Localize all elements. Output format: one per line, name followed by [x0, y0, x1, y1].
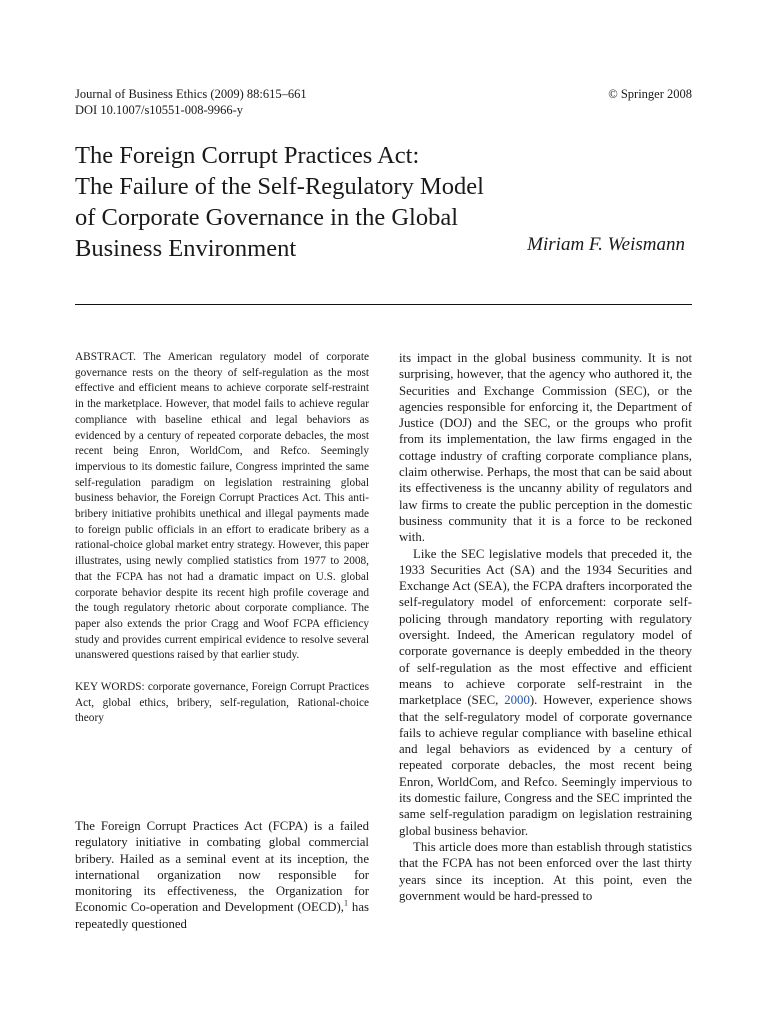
body-text-continued: ). However, experience shows that the self-regulatory model of corporate governance fails to achieve regular compliance with baseline ethical and legal behaviors as evidenced by a century of repeated corporate debacles, the most recent being Enron, WorldCom, and Refco. Seemingly impervious to its domestic failure, Congress and the SEC imprinted the same self-regulation paradigm on legislation restraining global business behavior. [399, 693, 692, 838]
left-column [75, 350, 370, 931]
doi-line: DOI 10.1007/s10551-008-9966-y [75, 103, 244, 117]
body-paragraph-1: its impact in the global business community. It is not surprising, however, that the agency who authored it, the Securities and Exchange Commission (SEC), or the agencies responsible for enforcing it, the Department of Justice (DOJ) and the SEC, or the groups who profit from its implementation, the law firms engaged in the cottage industry of crafting corporate compliance plans, claim otherwise. Perhaps, the most that can be said about its effectiveness is the uncanny ability of regulators and law firms to create the public perception in the domestic business community that it is a force to be reckoned with. [399, 351, 692, 545]
keywords [75, 680, 369, 727]
article-title [75, 140, 545, 264]
body-text: Like the SEC legislative models that preceded it, the 1933 Securities Act (SA) and the 1934 Securities and Exchange Act (SEA), the FCPA drafters incorporated the self-regulatory model of enforcement: corporate self-policing through mandatory reporting with regulatory oversight. Indeed, the American regulatory model of corporate governance is deeply embedded in the theory of self-regulation as the most effective and efficient means to achieve corporate self-restraint in the marketplace (SEC, [399, 546, 692, 708]
keywords-text: corporate governance, Foreign Corrupt Practices Act, global ethics, bribery, self-regulation, Rational-choice theory [75, 681, 370, 725]
citation-link[interactable]: 2000 [504, 693, 530, 708]
title-line: The Failure of the Self-Regulatory Model [75, 173, 484, 200]
title-line: of Corporate Governance in the Global [75, 204, 459, 231]
body-paragraph-3: This article does more than establish through statistics that the FCPA has not been enforced over the last thirty years since its inception. At this point, even the government would be hard-pressed to [399, 839, 692, 903]
intro-paragraph [75, 818, 369, 932]
abstract [75, 350, 369, 664]
copyright-notice: © Springer 2008 [608, 87, 692, 101]
right-column [399, 350, 692, 904]
title-line: The Foreign Corrupt Practices Act: [75, 142, 420, 169]
footnote-marker[interactable]: 1 [344, 899, 349, 909]
abstract-label: ABSTRACT. [75, 351, 136, 363]
keywords-label: KEY WORDS: [75, 681, 145, 694]
title-line: Business Environment [75, 235, 297, 262]
journal-line: Journal of Business Ethics (2009) 88:615–661 [75, 87, 307, 101]
header-divider [75, 304, 692, 305]
body-paragraph-2 [399, 546, 692, 839]
abstract-text: The American regulatory model of corporate governance rests on the theory of self-regulation as the most effective and efficient means to achieve corporate self-restraint in the marketplace. However, that model fails to achieve regular compliance with baseline ethical and legal behaviors as evidenced by a century of repeated corporate debacles, the most recent being Enron, WorldCom, and Refco. Seemingly impervious to its domestic failure, Congress imprinted the same self-regulation paradigm on legislation restraining global business behavior, the Foreign Corrupt Practices Act. This anti-bribery initiative prohibits unethical and illegal payments made to foreign public officials in an effort to eradicate bribery as a rational-choice global market entry strategy. However, this paper illustrates, using newly complied statistics from 1977 to 2008, that the FCPA has not had a dramatic impact on U.S. global corporate behavior despite its recent high profile coverage and the tough regulatory rhetoric about corporate compliance. The paper also extends the prior Cragg and Woof FCPA efficiency study and provides current empirical evidence to resolve several unanswered questions raised by that earlier study. [75, 351, 369, 662]
journal-citation [75, 86, 307, 118]
intro-text: The Foreign Corrupt Practices Act (FCPA) is a failed regulatory initiative in combating global commercial bribery. Hailed as a seminal event at its inception, the international organization now responsible for monitoring its effectiveness, the Organization for Economic Co-operation and Development (OECD), [75, 819, 369, 915]
author-name: Miriam F. Weismann [527, 234, 685, 255]
intro-text-continued: has repeatedly questioned [75, 900, 369, 931]
